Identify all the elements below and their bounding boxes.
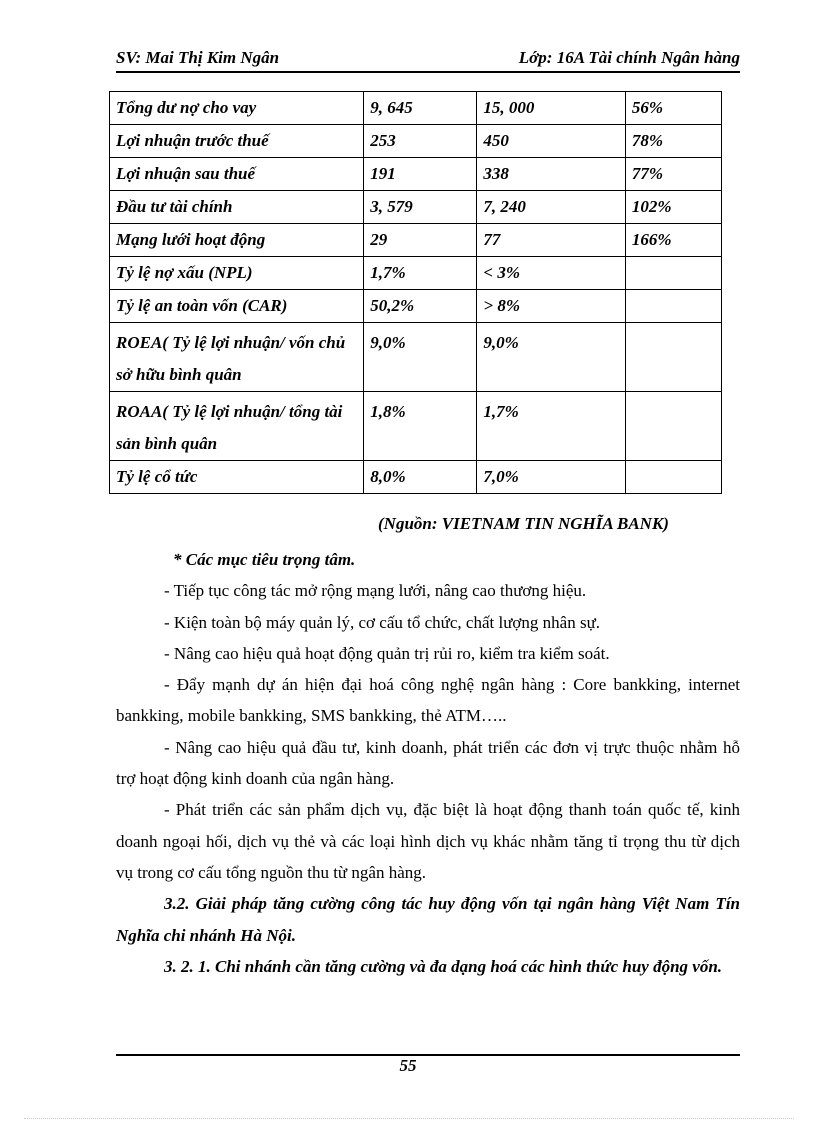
table-row [110,461,722,494]
table-cell: 78% [625,125,721,158]
table-source: (Nguồn: VIETNAM TIN NGHĨA BANK) [378,514,669,533]
paragraph: - Kiện toàn bộ máy quản lý, cơ cấu tổ chức, chất lượng nhân sự. [164,612,601,632]
table-row [110,257,722,290]
body-text [116,544,740,982]
table-cell: 1,7% [477,392,625,461]
table-row [110,158,722,191]
table-cell: 77% [625,158,721,191]
table-row [110,290,722,323]
table-cell: Tỷ lệ an toàn vốn (CAR) [110,290,364,323]
paragraph: - Nâng cao hiệu quả đầu tư, kinh doanh, phát triển các đơn vị trực thuộc nhằm hỗ trợ hoạt động kinh doanh của ngân hàng. [116,737,740,789]
table-cell: 253 [364,125,477,158]
class-name: Lớp: 16A Tài chính Ngân hàng [518,48,740,67]
section-heading-3-2-1: 3. 2. 1. Chi nhánh cần tăng cường và đa dạng hoá các hình thức huy động vốn. [164,956,723,976]
table-cell: 7,0% [477,461,625,494]
table-cell: 338 [477,158,625,191]
table-cell: 56% [625,92,721,125]
table-row [110,392,722,461]
table-cell: 102% [625,191,721,224]
bank-targets-table [109,91,722,494]
table-cell: Tỷ lệ nợ xấu (NPL) [110,257,364,290]
table-cell: 15, 000 [477,92,625,125]
paragraph: - Tiếp tục công tác mở rộng mạng lưới, nâng cao thương hiệu. [164,581,587,601]
header-rule [116,71,740,73]
table-cell: ROEA( Tỷ lệ lợi nhuận/ vốn chủ sở hữu bình quân [110,323,364,392]
table-cell: 9,0% [364,323,477,392]
table-cell: Đầu tư tài chính [110,191,364,224]
student-name: SV: Mai Thị Kim Ngân [116,48,280,67]
page-header [116,48,740,72]
table-cell: 29 [364,224,477,257]
table-cell: 77 [477,224,625,257]
paragraph: - Phát triển các sản phẩm dịch vụ, đặc biệt là hoạt động thanh toán quốc tế, kinh doanh ngoại hối, dịch vụ thẻ và các loại hình dịch vụ khác nhằm tăng tỉ trọng thu từ dịch vụ trong cơ cấu tổng nguồn thu từ ngân hàng. [116,800,740,882]
table-cell: > 8% [477,290,625,323]
table-cell: Lợi nhuận sau thuế [110,158,364,191]
table-cell: Tỷ lệ cổ tức [110,461,364,494]
table-cell [625,461,721,494]
table-cell: ROAA( Tỷ lệ lợi nhuận/ tổng tài sản bình quân [110,392,364,461]
table-row [110,224,722,257]
table-cell: 3, 579 [364,191,477,224]
table-cell [625,257,721,290]
table-cell: 1,8% [364,392,477,461]
table-cell: 9,0% [477,323,625,392]
table-cell [625,323,721,392]
table-cell [625,290,721,323]
paragraph: - Nâng cao hiệu quả hoạt động quản trị rủi ro, kiểm tra kiểm soát. [164,643,610,663]
table-cell: Mạng lưới hoạt động [110,224,364,257]
table-cell: 9, 645 [364,92,477,125]
table-cell: 1,7% [364,257,477,290]
section-heading-3-2: 3.2. Giải pháp tăng cường công tác huy động vốn tại ngân hàng Việt Nam Tín Nghĩa chi nhánh Hà Nội. [116,894,740,945]
page-number: 55 [399,1056,417,1075]
table-cell: < 3% [477,257,625,290]
table-cell: Tổng dư nợ cho vay [110,92,364,125]
table-row [110,191,722,224]
table-cell: 50,2% [364,290,477,323]
table-cell: 7, 240 [477,191,625,224]
table-cell: Lợi nhuận trước thuế [110,125,364,158]
table-row [110,92,722,125]
table-cell: 166% [625,224,721,257]
table-cell: 450 [477,125,625,158]
focus-title: * Các mục tiêu trọng tâm. [173,550,356,569]
table-row [110,323,722,392]
table-cell [625,392,721,461]
table-cell: 8,0% [364,461,477,494]
table-row [110,125,722,158]
table-cell: 191 [364,158,477,191]
page-edge [24,1118,794,1119]
paragraph: - Đẩy mạnh dự án hiện đại hoá công nghệ ngân hàng : Core bankking, internet bankking, mobile bankking, SMS bankking, thẻ ATM….. [116,675,740,726]
